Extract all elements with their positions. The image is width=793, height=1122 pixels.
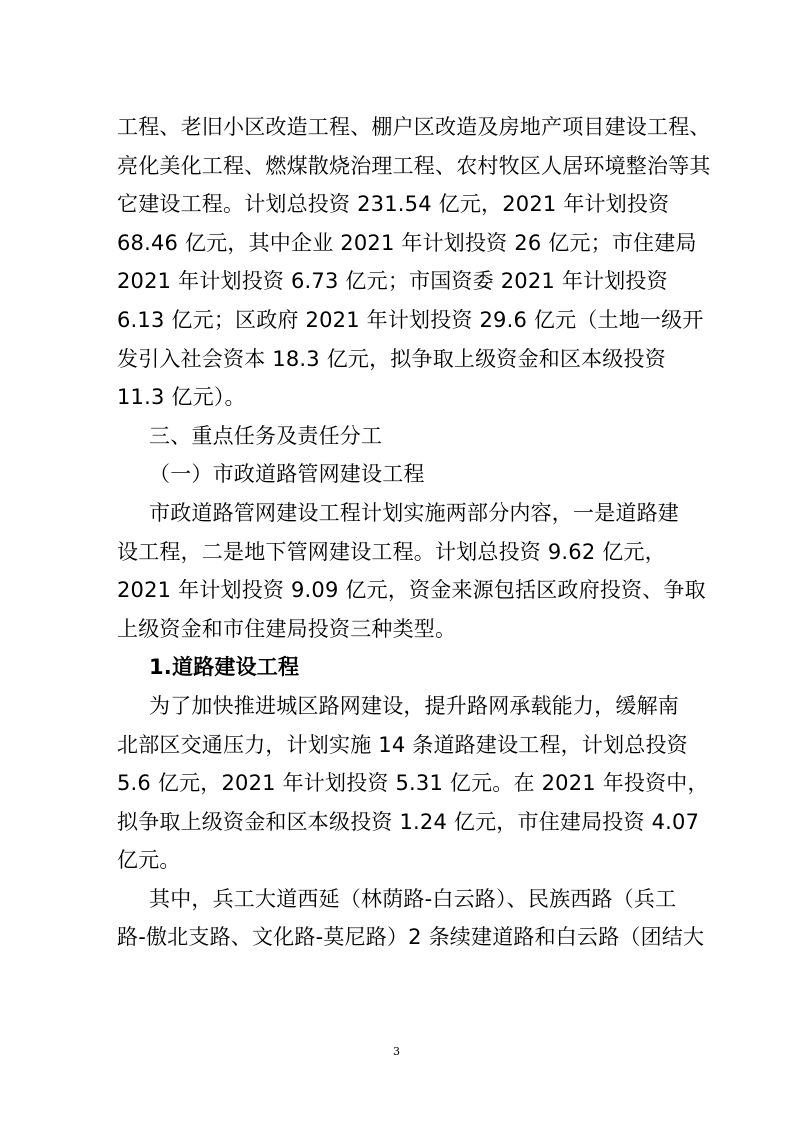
text-line: 发引入社会资本 18.3 亿元，拟争取上级资金和区本级投资 — [117, 346, 666, 371]
text-line: 2021 年计划投资 9.09 亿元，资金来源包括区政府投资、争取 — [117, 578, 706, 603]
text-line: 6.13 亿元；区政府 2021 年计划投资 29.6 亿元（土地一级开 — [117, 307, 704, 332]
text-line: 2021 年计划投资 6.73 亿元；市国资委 2021 年计划投资 — [117, 269, 668, 294]
item-heading: 1.道路建设工程 — [149, 655, 300, 680]
text-line: 上级资金和市住建局投资三种类型。 — [117, 616, 457, 641]
text-line: 它建设工程。计划总投资 231.54 亿元，2021 年计划投资 — [117, 192, 670, 217]
text-line: 市政道路管网建设工程计划实施两部分内容，一是道路建 — [149, 500, 679, 525]
subsection-heading: （一）市政道路管网建设工程 — [149, 462, 425, 487]
text-line: 11.3 亿元）。 — [117, 385, 246, 410]
text-line: 为了加快推进城区路网建设，提升路网承载能力，缓解南 — [149, 693, 679, 718]
text-line: 工程、老旧小区改造工程、棚户区改造及房地产项目建设工程、 — [117, 115, 711, 139]
text-line: 北部区交通压力，计划实施 14 条道路建设工程，计划总投资 — [117, 732, 688, 757]
text-line: 68.46 亿元，其中企业 2021 年计划投资 26 亿元；市住建局 — [117, 230, 697, 255]
text-line: 5.6 亿元，2021 年计划投资 5.31 亿元。在 2021 年投资中， — [117, 771, 709, 796]
text-line: 拟争取上级资金和区本级投资 1.24 亿元，市住建局投资 4.07 — [117, 809, 700, 834]
text-line: 路-傲北支路、文化路-莫尼路）2 条续建道路和白云路（团结大 — [117, 925, 705, 950]
text-line: 亿元。 — [117, 848, 181, 873]
text-line: 设工程，二是地下管网建设工程。计划总投资 9.62 亿元， — [117, 539, 666, 564]
text-line: 亮化美化工程、燃煤散烧治理工程、农村牧区人居环境整治等其 — [117, 153, 711, 178]
section-heading: 三、重点任务及责任分工 — [149, 423, 383, 448]
text-line: 其中，兵工大道西延（林荫路-白云路）、民族西路（兵工 — [149, 886, 677, 911]
page-number: 3 — [393, 1045, 400, 1058]
body-text — [117, 108, 711, 957]
